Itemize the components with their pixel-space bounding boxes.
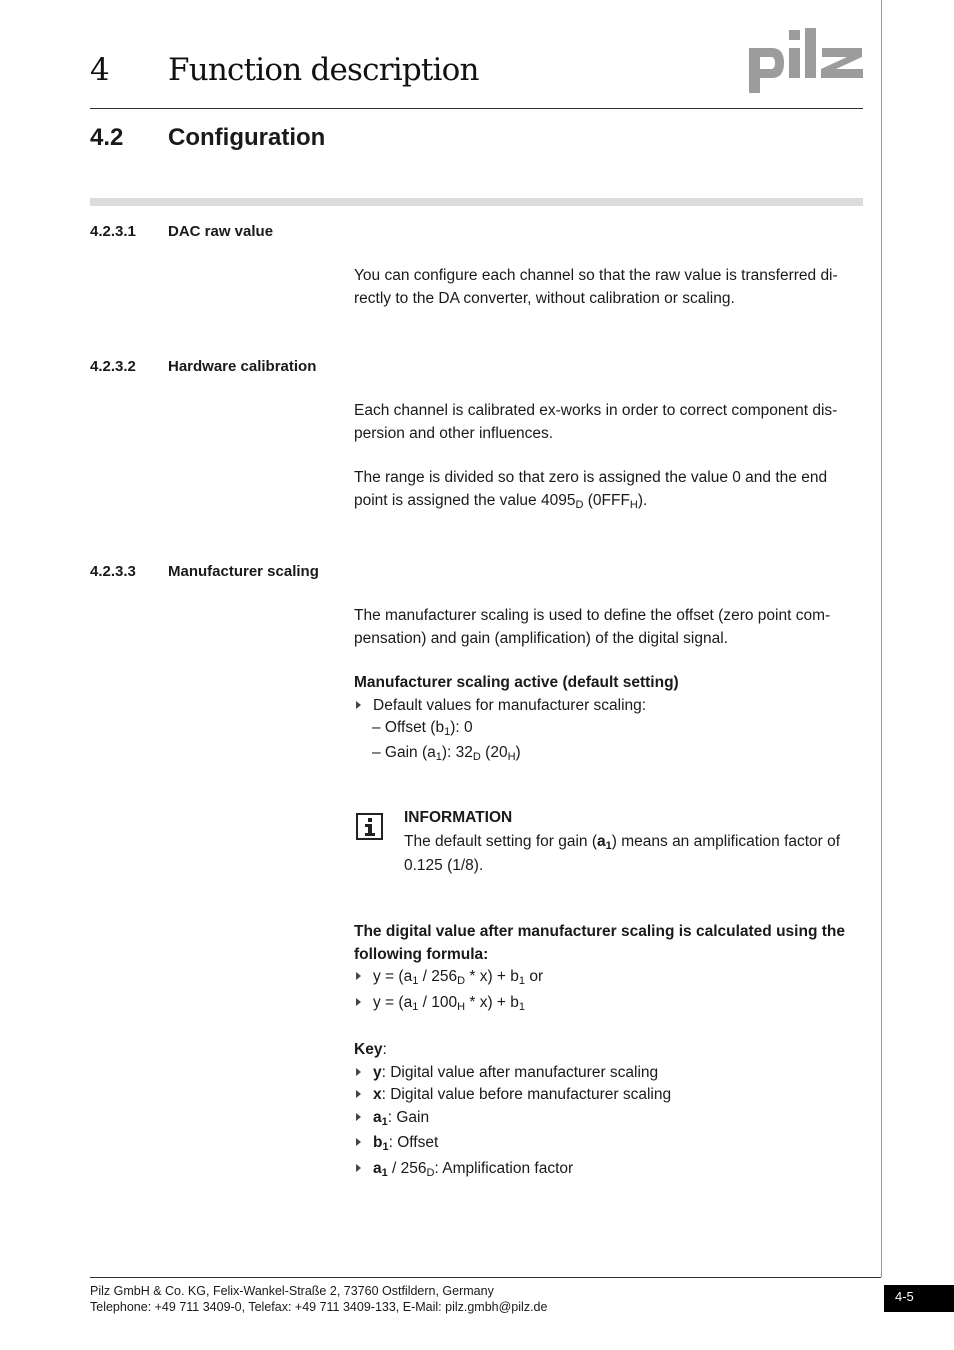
formula-heading: The digital value after manufacturer scaling is calculated using the following formula: — [354, 923, 845, 963]
key-item-a1: $a_1$: Gain — [354, 1107, 429, 1129]
footer-contact: Telephone: +49 711 3409-0, Telefax: +49 711 3409-133, E-Mail: pilz.gmbh@pilz.de — [90, 1300, 548, 1314]
info-text — [404, 830, 864, 878]
mfg-line2: pensation) and gain (amplification) of the digital signal. — [354, 629, 728, 647]
info-line1: The default setting for gain $(a_1)$ means an amplification factor of — [404, 833, 841, 852]
key-item-x: x: Digital value before manufacturer scaling — [354, 1084, 671, 1106]
footer-rule — [90, 1277, 881, 1278]
formula-1: $y = (a_1 / 256_D * x) + b_1$ or — [354, 966, 543, 988]
formula-2: $y = (a_1 / 100_H * x) + b_1$ — [354, 992, 525, 1014]
info-heading: INFORMATION — [404, 809, 513, 826]
hw-paragraph-1 — [354, 400, 864, 445]
information-icon — [356, 813, 383, 840]
bullet-arrow-icon — [356, 701, 361, 709]
page-number: 4-5 — [895, 1289, 914, 1304]
logo-text: pilz — [746, 26, 748, 27]
mfg-line1: The manufacturer scaling is used to define the offset (zero point com- — [354, 607, 831, 624]
mfg-active-heading: Manufacturer scaling active (default setting) — [354, 674, 679, 691]
chapter-number: 4 — [90, 52, 110, 88]
key-item-y: y: Digital value after manufacturer scaling — [354, 1062, 658, 1084]
mfg-gain-item: – Gain $(a_1)$: $32_D$ $(20_H)$ — [372, 744, 521, 763]
key-item-amplification: $a_1 / 256_D$: Amplification factor — [354, 1158, 573, 1180]
section-divider — [90, 198, 863, 206]
mfg-default-item: Default values for manufacturer scaling: — [354, 695, 646, 717]
dac-section-title: DAC raw value — [168, 223, 274, 240]
bullet-arrow-icon — [356, 1068, 361, 1076]
hw-p1-line1: Each channel is calibrated ex-works in order to correct component dis- — [354, 402, 838, 419]
mfg-section-number: 4.2.3.3 — [90, 563, 136, 580]
bullet-arrow-icon — [356, 1164, 361, 1172]
bullet-arrow-icon — [356, 1113, 361, 1121]
hw-p1-line2: persion and other influences. — [354, 424, 554, 442]
bullet-arrow-icon — [356, 1090, 361, 1098]
hw-paragraph-2 — [354, 467, 864, 512]
key-item-b1: $b_1$: Offset — [354, 1132, 438, 1154]
mfg-offset-item: – Offset $(b_1)$: 0 — [372, 719, 473, 738]
bullet-arrow-icon — [356, 998, 361, 1006]
section-number: 4.2 — [90, 124, 124, 151]
dac-line1: You can configure each channel so that the raw value is transferred di- — [354, 267, 838, 284]
bullet-arrow-icon — [356, 972, 361, 980]
page-right-border — [881, 0, 882, 1277]
footer-address: Pilz GmbH & Co. KG, Felix-Wankel-Straße 2, 73760 Ostfildern, Germany — [90, 1284, 494, 1298]
key-label: Key: — [354, 1041, 387, 1058]
hw-section-number: 4.2.3.2 — [90, 358, 136, 375]
hw-p2-line1: The range is divided so that zero is assigned the value 0 and the end — [354, 469, 828, 486]
bullet-arrow-icon — [356, 1138, 361, 1146]
section-title: Configuration — [168, 124, 326, 151]
hw-p2-line2: point is assigned the value $4095_D$ $(0FFF_H)$. — [354, 491, 648, 511]
header-rule — [90, 108, 863, 109]
mfg-paragraph — [354, 605, 864, 650]
info-line2: 0.125 (1/8). — [404, 857, 484, 874]
dac-section-number: 4.2.3.1 — [90, 223, 136, 240]
chapter-title: Function description — [168, 52, 479, 88]
pilz-logo — [746, 26, 866, 96]
dac-paragraph — [354, 265, 864, 310]
dac-line2: rectly to the DA converter, without calibration or scaling. — [354, 289, 735, 307]
hw-section-title: Hardware calibration — [168, 358, 317, 375]
mfg-section-title: Manufacturer scaling — [168, 563, 319, 580]
